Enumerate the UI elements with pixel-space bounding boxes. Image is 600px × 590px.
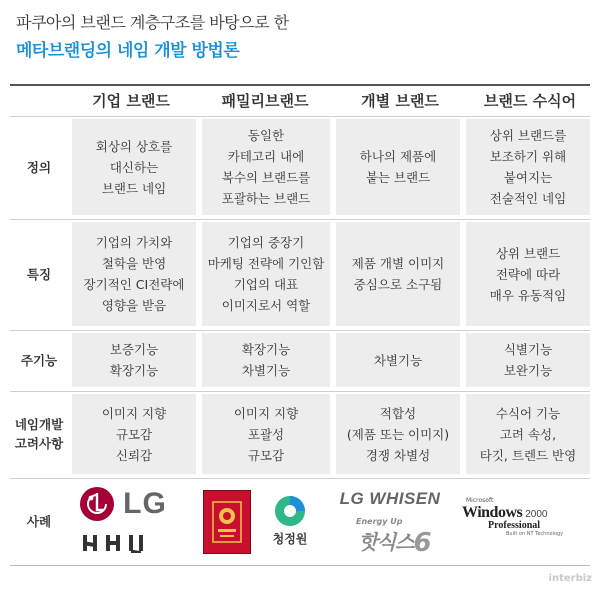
row-label: 특징 xyxy=(26,266,52,282)
windows-year-text: 2000 xyxy=(525,509,548,520)
nhn-logo-mark xyxy=(83,533,163,553)
chungjungone-mark-icon xyxy=(273,494,307,528)
table-cell: 상위 브랜드를 보조하기 위해 붙여지는 전술적인 네임 xyxy=(466,119,590,215)
table-row-function xyxy=(10,331,590,389)
column-header-corporate: 기업 브랜드 xyxy=(92,92,170,110)
windows2000-logo xyxy=(462,496,586,538)
table-cell: 동일한 카테고리 내에 복수의 브랜드를 포괄하는 브랜드 xyxy=(202,119,330,215)
chungjungone-logo-text: 청정원 xyxy=(272,531,308,546)
jungkwanjang-emblem-icon xyxy=(210,499,244,545)
table-bottom-border xyxy=(10,565,590,566)
lg-logo xyxy=(78,484,168,524)
lg-logo-text: LG xyxy=(123,487,167,520)
table-cell: 수식어 기능 고려 속성, 타깃, 트렌드 반영 xyxy=(466,394,590,474)
table-cell: 보증기능 확장기능 xyxy=(72,333,196,387)
table-cell: 차별기능 xyxy=(336,333,460,387)
row-label: 네임개발 고려사항 xyxy=(14,417,64,451)
table-row-feature xyxy=(10,220,590,328)
jungkwanjang-box-image xyxy=(203,490,251,554)
microsoft-text: Microsoft xyxy=(466,497,494,504)
row-label: 정의 xyxy=(26,159,52,175)
column-header-row xyxy=(10,84,590,118)
table-cell: 이미지 지향 규모감 신뢰감 xyxy=(72,394,196,474)
windows-text: Windows xyxy=(462,504,523,521)
row-label: 사례 xyxy=(26,513,52,529)
professional-text: Professional xyxy=(488,520,541,531)
hotsix-logo-text: 핫식스 xyxy=(358,530,414,554)
whisen-logo xyxy=(330,488,450,510)
table-cell: 확장기능 차별기능 xyxy=(202,333,330,387)
table-cell: 기업의 가치와 철학을 반영 장기적인 CI전략에 영향을 받음 xyxy=(72,222,196,326)
table-cell: 기업의 중장기 마케팅 전략에 기인함 기업의 대표 이미지로서 역할 xyxy=(202,222,330,326)
whisen-logo-text: LG WHISEN xyxy=(339,489,441,508)
table-cell: 이미지 지향 포괄성 규모감 xyxy=(202,394,330,474)
table-row-definition xyxy=(10,117,590,217)
hotsix-six-text: 6 xyxy=(413,528,432,558)
table-cell: 식별기능 보완기능 xyxy=(466,333,590,387)
title-line-2: 메타브랜딩의 네임 개발 방법론 xyxy=(16,41,240,61)
table-cell: 회상의 상호를 대신하는 브랜드 네임 xyxy=(72,119,196,215)
energyup-text: Energy Up xyxy=(356,517,403,526)
nt-technology-text: Built on NT Technology xyxy=(506,531,564,537)
interbiz-watermark: interbiz xyxy=(548,573,592,584)
chungjungone-logo xyxy=(262,488,318,552)
table-cell: 하나의 제품에 붙는 브랜드 xyxy=(336,119,460,215)
column-header-family: 패밀리브랜드 xyxy=(221,92,309,110)
lg-face-icon xyxy=(79,486,115,522)
hotsix-logo xyxy=(350,514,440,558)
table-cell: 적합성 (제품 또는 이미지) 경쟁 차별성 xyxy=(336,394,460,474)
column-header-individual: 개별 브랜드 xyxy=(361,92,439,110)
table-cell: 상위 브랜드 전략에 따라 매우 유동적임 xyxy=(466,222,590,326)
nhn-logo xyxy=(78,530,168,556)
title-line-1: 파쿠아의 브랜드 계층구조를 바탕으로 한 xyxy=(16,13,289,32)
table-row-considerations xyxy=(10,392,590,476)
table-cell: 제품 개별 이미지 중심으로 소구됨 xyxy=(336,222,460,326)
column-header-modifier: 브랜드 수식어 xyxy=(483,92,577,110)
row-label: 주기능 xyxy=(20,352,58,368)
